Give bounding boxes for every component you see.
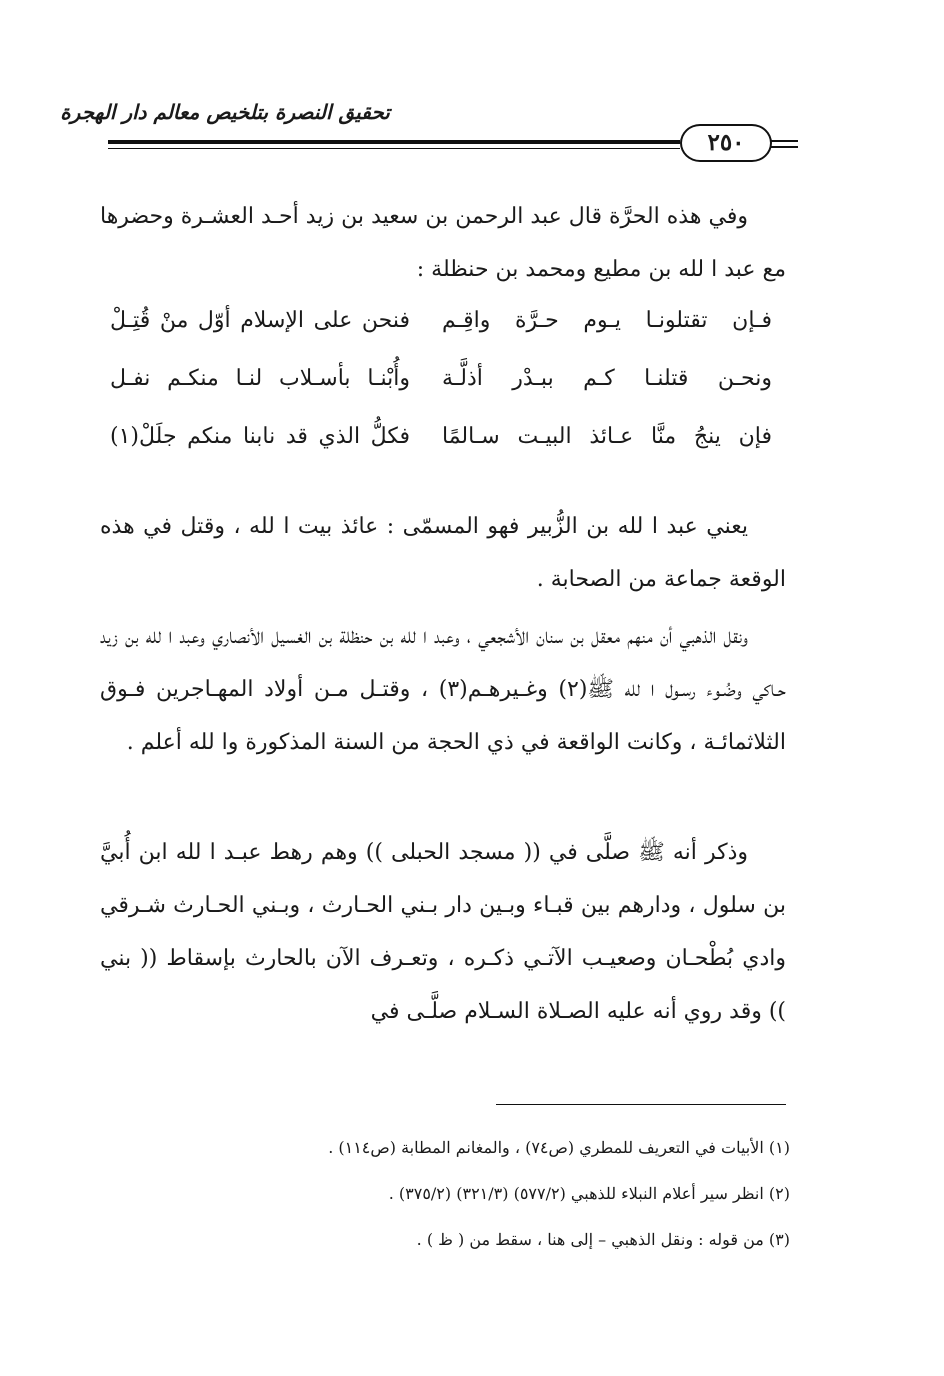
paragraph-explanation-block [100, 500, 786, 606]
verse-line [100, 416, 786, 474]
verse-first-hemistich: فـإن تقتلونـا يـوم حـرَّة واقِـم [442, 308, 772, 333]
paragraph-explanation: يعني عبد ا لله بن الزُّبير فهو المسمّى : عائذ بيت ا لله ، وقتل في هذه الوقعة جماعة من الصحابة . [100, 514, 786, 592]
paragraph-dhahabi: ونقل الذهبي أن منهم معقل بن سنان الأشجعي ، وعبد ا لله بن حنظلة بن الغسيل الأنصاري وعبد ا لله بن زيد حـاكي وضُـوء رسـول ا لله ﷺ(٢) وغـيرهـم(٣) ، وقتـل مـن أولاد المهـاجرين فـوق الثلاثمائـة ، وكانت الواقعة في ذي الحجة من السنة المذكورة وا لله أعلم . [100, 624, 786, 755]
footnote-item: (٢) انظر سير أعلام النبلاء للذهبي (٥٧٧/٢) (٣٢١/٣) (٣٧٥/٢) . [388, 1184, 790, 1203]
footnote-item: (٣) من قوله : ونقل الذهبي – إلى هنا ، سقط من ( ظ ) . [416, 1230, 790, 1249]
paragraph-intro: وفي هذه الحرَّة قال عبد الرحمن بن سعيد بن زيد أحـد العشـرة وحضرها مع عبد ا لله بن مطيع ومحمد بن حنظلة : [100, 204, 786, 282]
footnotes [100, 1128, 790, 1266]
page-number: ٢٥٠ [680, 124, 772, 162]
verse-second-hemistich: وأُبْنـا بأسـلاب لنـا منكـم نفـل [110, 366, 410, 391]
poem-verses [100, 300, 786, 474]
main-text [100, 190, 786, 296]
paragraph-mosque-block [100, 826, 786, 1038]
footnote-item: (١) الأبيات في التعريف للمطري (ص٧٤) ، والمغانم المطابة (ص١١٤) . [328, 1138, 790, 1157]
verse-second-hemistich: فنحن على الإسلام أوّل منْ قُتِـلْ [110, 308, 410, 333]
running-title: تحقيق النصرة بتلخيص معالم دار الهجرة [60, 100, 390, 124]
paragraph-dhahabi-block [100, 610, 786, 769]
verse-line [100, 358, 786, 416]
header-rule-thin [108, 148, 680, 149]
paragraph-mosque: وذكر أنه ﷺ صلَّى في (( مسجد الحبلى )) وهم رهط عبـد ا لله ابن أُبيَّ بن سلول ، ودارهم بين قبـاء وبـين دار بـني الحـارث ، وبـني الحـارث شـرقي وادي بُطْحـان وصعيـب الآتـي ذكـره ، وتعـرف الآن بالحارث بإسقاط (( بني )) وقد روي أنه عليه الصـلاة السـلام صلَّـى في [100, 840, 786, 1024]
verse-first-hemistich: ونحـن قتلنـا كـم ببـدْر أذلَّـة [442, 366, 772, 391]
verse-line [100, 300, 786, 358]
header-rule-right-upper [770, 140, 798, 142]
verse-second-hemistich: فكلُّ الذي قد نابنا منكم جلَلْ(١) [110, 424, 410, 449]
header-rule-right-lower [770, 146, 798, 148]
footnote-separator [496, 1104, 786, 1105]
header-rule-thick [108, 140, 680, 144]
verse-first-hemistich: فإن ينجُ منَّا عـائذ البيـت سـالمًا [442, 424, 772, 449]
